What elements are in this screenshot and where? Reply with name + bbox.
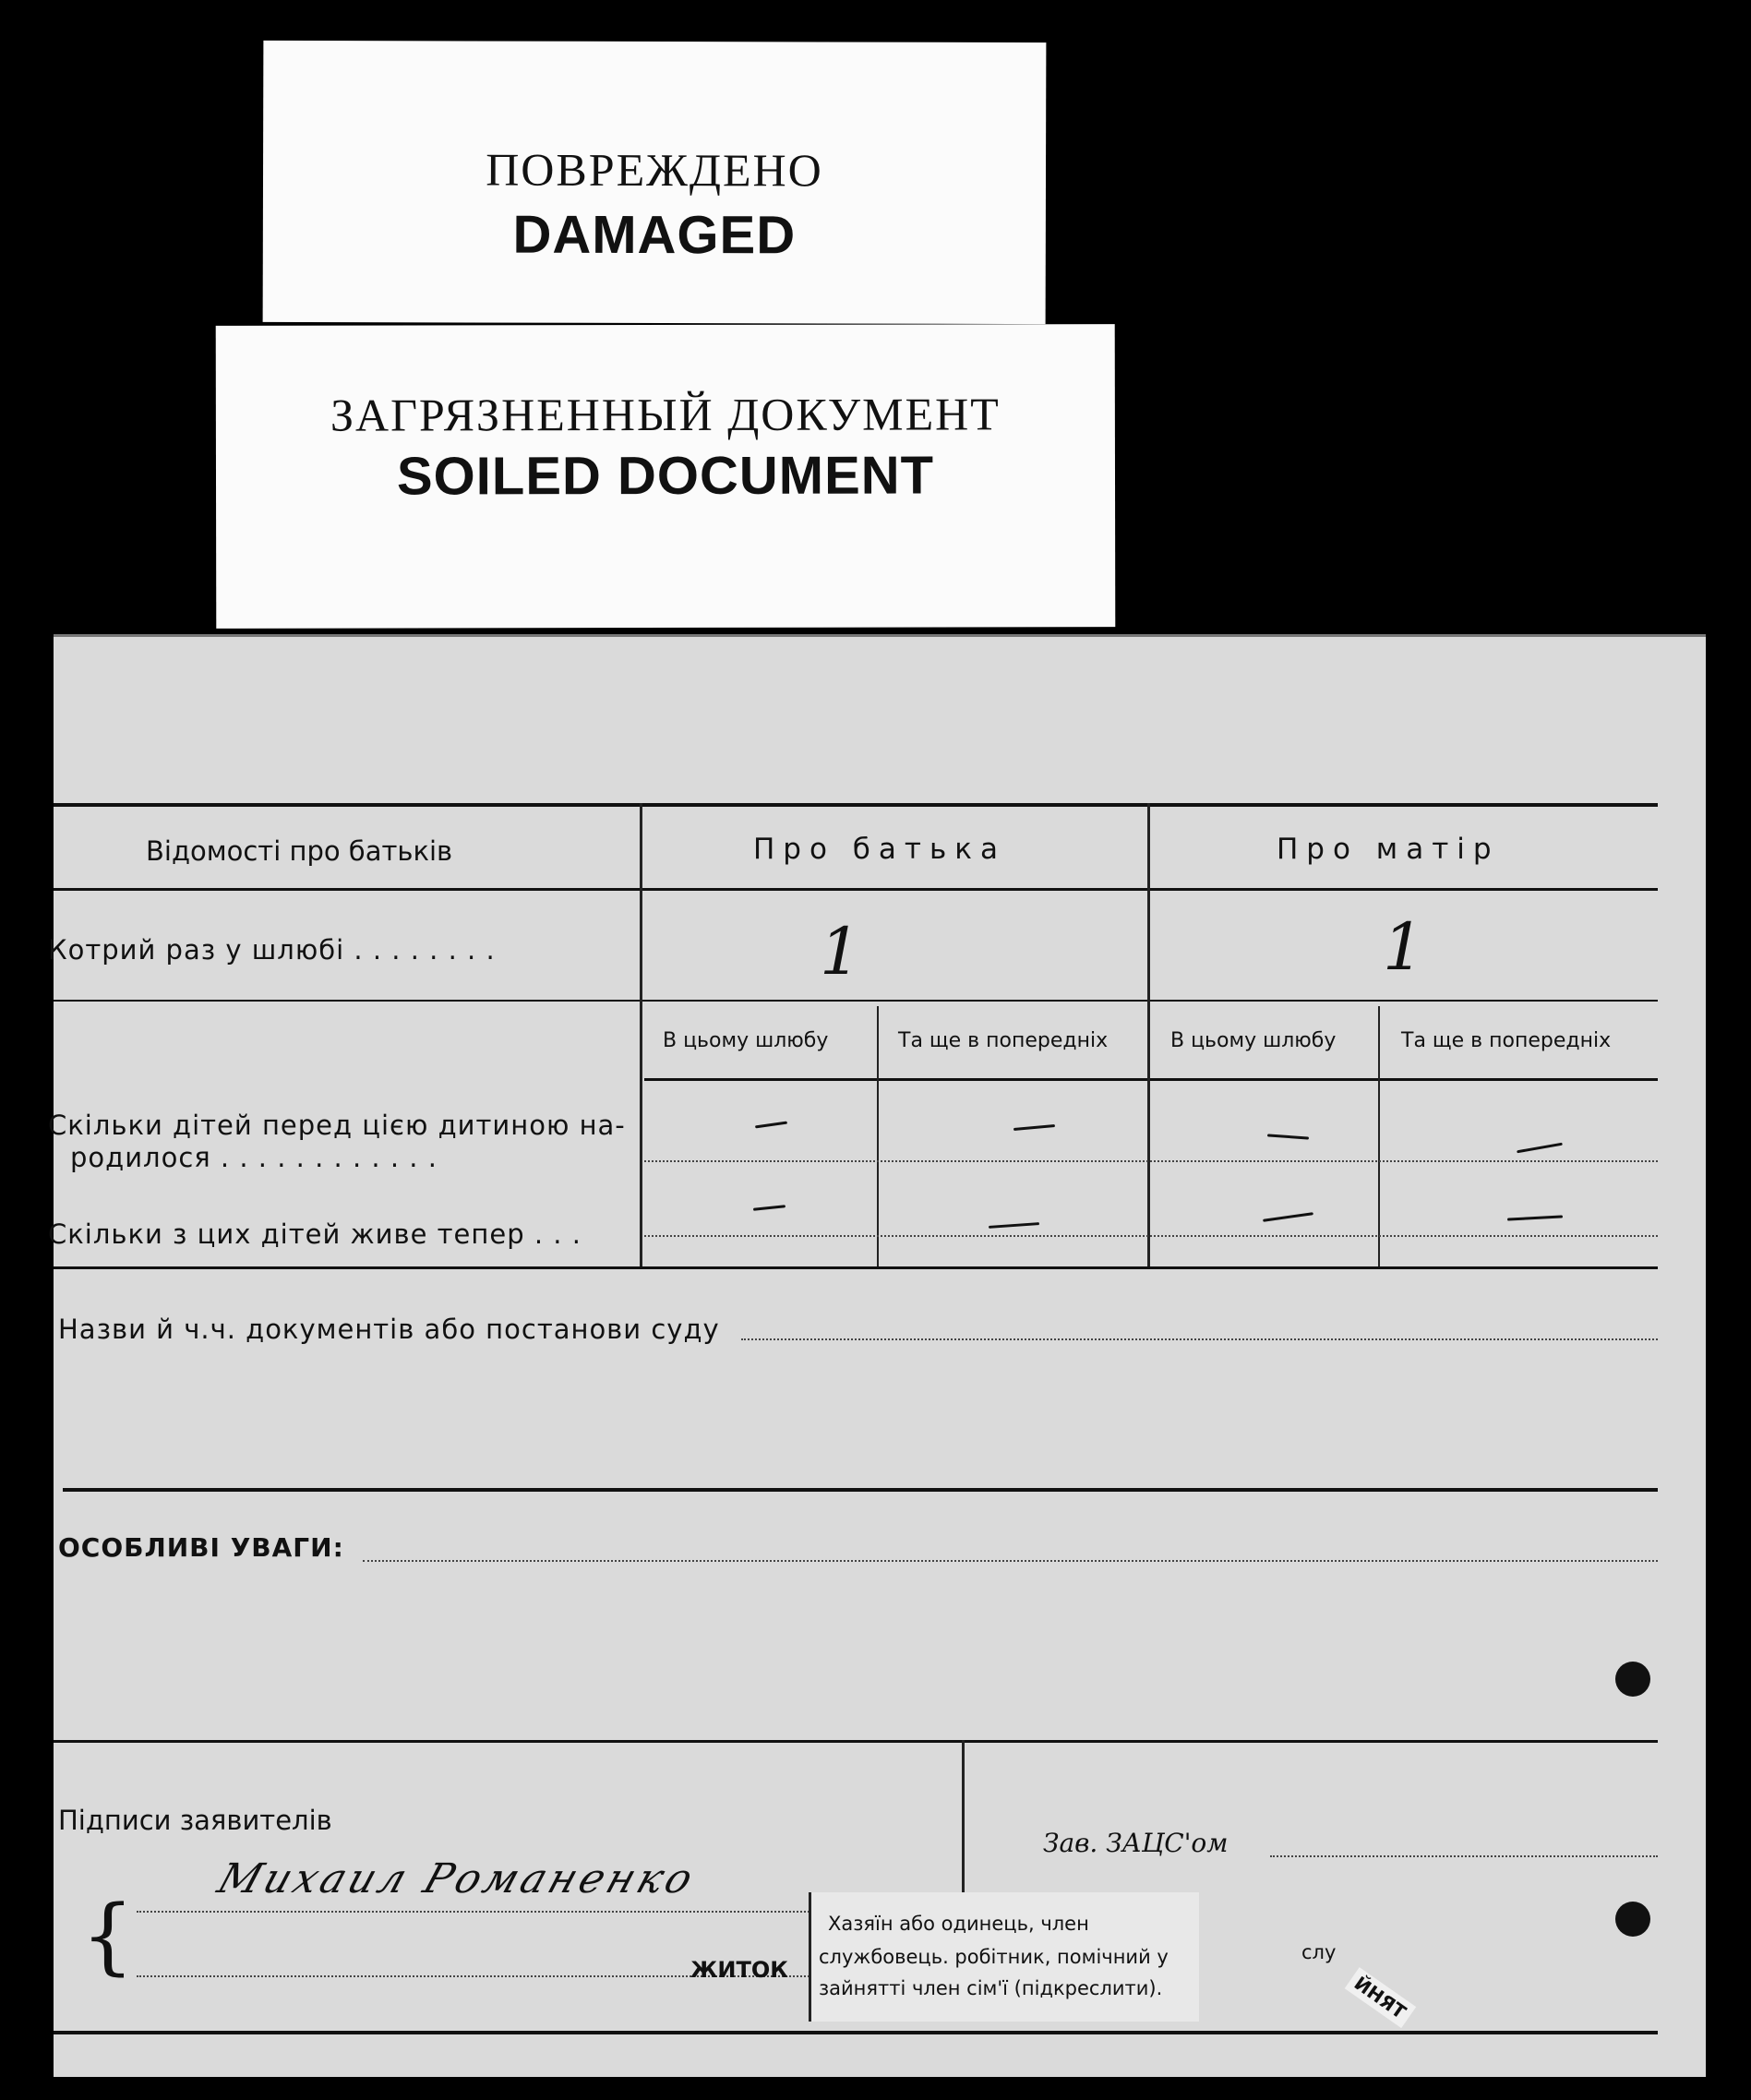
children-born-label-1: Скільки дітей перед цією дитиною на- bbox=[48, 1110, 626, 1141]
mother-sub-previous: Та ще в попередніх bbox=[1401, 1029, 1612, 1052]
documents-label: Назви й ч.ч. документів або постанови суду bbox=[58, 1314, 720, 1345]
children-born-label-2: родилося . . . . . . . . . . . . bbox=[70, 1142, 438, 1173]
remarks-label: ОСОБЛИВІ УВАГИ: bbox=[58, 1532, 344, 1563]
marriage-row-rule bbox=[54, 1000, 1658, 1002]
remarks-bottom-rule bbox=[54, 1740, 1658, 1743]
form-sheet bbox=[48, 634, 1706, 2077]
dash-alive-father-prev bbox=[989, 1222, 1039, 1229]
registrar-dotline bbox=[1270, 1855, 1658, 1857]
dash-alive-father-this bbox=[753, 1205, 786, 1211]
subheader-rule bbox=[644, 1078, 1658, 1081]
soiled-label-ru: ЗАГРЯЗНЕННЫЙ ДОКУМЕНТ bbox=[330, 388, 1001, 441]
documents-bottom-rule bbox=[63, 1488, 1658, 1492]
father-col-divider bbox=[640, 803, 642, 1266]
punch-hole-upper bbox=[1615, 1662, 1650, 1697]
stub-line-3: зайнятті член сім'ї (підкреслити). bbox=[819, 1977, 1163, 1999]
father-header: Про батька bbox=[753, 833, 1006, 866]
father-sub-this-marriage: В цьому шлюбу bbox=[663, 1029, 829, 1052]
parents-header: Відомості про батьків bbox=[146, 835, 453, 867]
mother-sub-divider bbox=[1378, 1006, 1380, 1266]
children-alive-dotline bbox=[644, 1235, 1658, 1237]
father-sub-previous: Та ще в попередніх bbox=[898, 1029, 1109, 1052]
occupation-stub bbox=[809, 1892, 1199, 2022]
damaged-label-ru: ПОВРЕЖДЕНО bbox=[486, 143, 823, 197]
children-alive-label: Скільки з цих дітей живе тепер . . . bbox=[48, 1218, 582, 1250]
mother-col-divider bbox=[1147, 803, 1150, 1266]
children-born-dotline bbox=[644, 1160, 1658, 1162]
soiled-label-card bbox=[216, 324, 1116, 629]
stub-line-1: Хазяїн або одинець, член bbox=[828, 1913, 1089, 1935]
table-top-rule bbox=[54, 803, 1658, 807]
documents-dotline bbox=[741, 1338, 1658, 1340]
mother-sub-this-marriage: В цьому шлюбу bbox=[1170, 1029, 1337, 1052]
damaged-label-card bbox=[263, 41, 1047, 324]
dash-alive-mother-this bbox=[1263, 1212, 1313, 1222]
marriage-count-mother: 1 bbox=[1383, 909, 1424, 985]
soiled-label-en: SOILED DOCUMENT bbox=[396, 445, 935, 507]
damaged-label-en: DAMAGED bbox=[512, 204, 797, 266]
marriage-count-father: 1 bbox=[820, 914, 861, 990]
mother-header: Про матір bbox=[1277, 833, 1500, 866]
registrar-label: Зав. ЗАЦС'ом bbox=[1043, 1828, 1229, 1858]
dash-alive-mother-prev bbox=[1507, 1215, 1563, 1220]
applicant-signature: Михаил Романенко bbox=[211, 1855, 702, 1902]
stub-left-fragment: ЖИТОК bbox=[690, 1957, 788, 1983]
dash-born-mother-prev bbox=[1517, 1143, 1563, 1154]
dash-born-mother-this bbox=[1267, 1134, 1309, 1139]
dash-born-father-this bbox=[755, 1122, 787, 1129]
father-sub-divider bbox=[877, 1006, 879, 1266]
table-bottom-rule bbox=[54, 1266, 1658, 1269]
header-bottom-rule bbox=[54, 888, 1658, 891]
signatures-label: Підписи заявителів bbox=[58, 1805, 332, 1836]
stub-tag: ЙНЯТ bbox=[1345, 1967, 1416, 2028]
sheet-bottom-rule bbox=[54, 2031, 1658, 2034]
dash-born-father-prev bbox=[1013, 1124, 1055, 1131]
marriage-count-label: Котрий раз у шлюбі . . . . . . . . bbox=[48, 934, 496, 966]
remarks-dotline-1 bbox=[363, 1560, 1658, 1562]
signature-brace: { bbox=[81, 1888, 135, 1985]
stub-line-2: службовець. робітник, помічний у bbox=[819, 1946, 1169, 1968]
punch-hole-lower bbox=[1615, 1902, 1650, 1937]
stub-right-fragment: слу bbox=[1301, 1941, 1337, 1963]
